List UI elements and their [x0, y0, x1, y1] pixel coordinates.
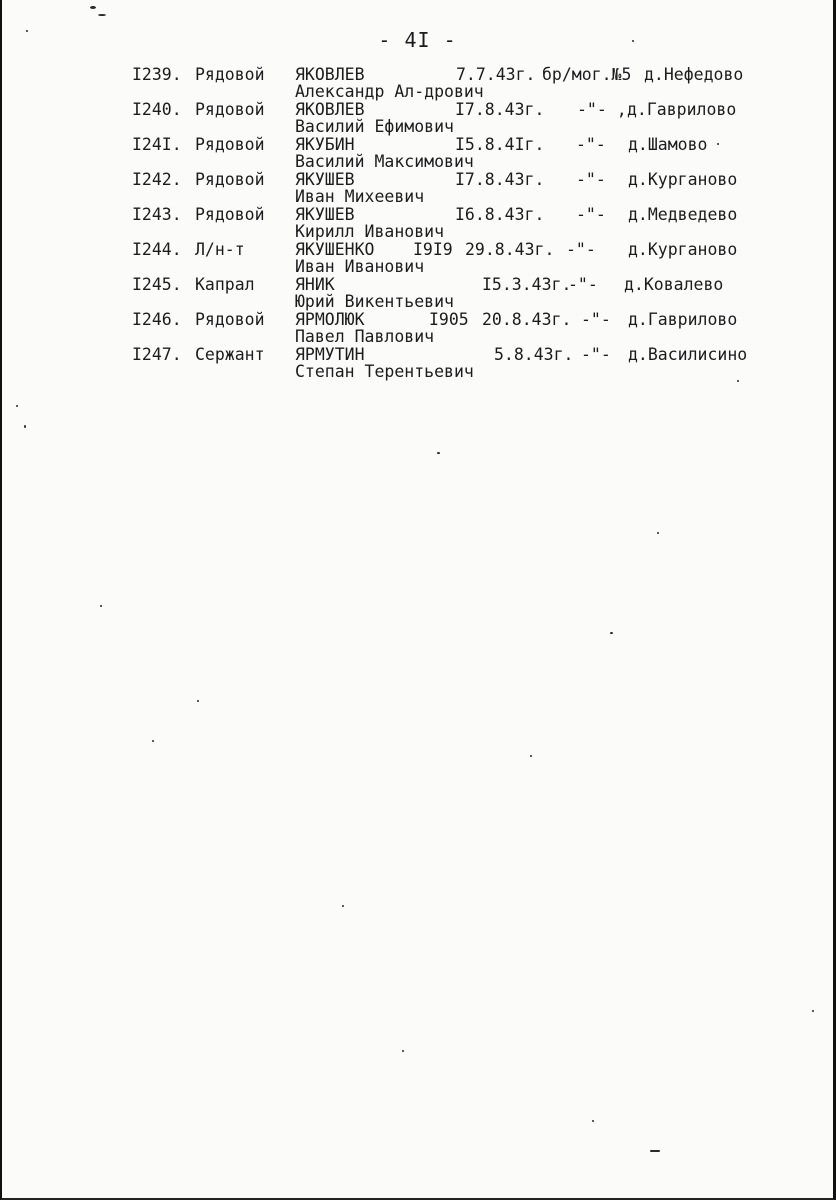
entry-village: д.Нефедово: [644, 65, 744, 84]
entry-number: I244.: [132, 240, 182, 259]
entry-surname: ЯКОВЛЕВ: [295, 100, 365, 119]
entry-surname: ЯКУШЕВ: [295, 205, 355, 224]
entry-death-date: 29.8.43г.: [465, 240, 555, 259]
entry-burial-site: -"-: [576, 135, 606, 154]
entry-death-date: I5.8.4Iг.: [455, 135, 545, 154]
entry-village: д.Гаврилово: [628, 310, 738, 329]
scan-speck: [197, 700, 199, 702]
list-item: [132, 344, 822, 379]
entry-surname: ЯКУШЕВ: [295, 170, 355, 189]
entry-rank: Рядовой: [195, 170, 265, 189]
entry-village: д.Василисино: [628, 345, 748, 364]
entry-number: I243.: [132, 205, 182, 224]
entry-surname: ЯКОВЛЕВ: [295, 65, 365, 84]
entry-village: д.Гаврилово: [627, 100, 737, 119]
scan-speck: [632, 40, 634, 42]
scan-speck: [152, 740, 154, 742]
entry-death-date: 20.8.43г.: [482, 310, 572, 329]
entry-surname: ЯРМОЛЮК: [295, 310, 365, 329]
entry-burial-site: -"-: [576, 205, 606, 224]
entry-given-name: Павел Павлович: [295, 327, 435, 346]
scan-speck: [437, 452, 440, 454]
entry-surname: ЯРМУТИН: [295, 345, 365, 364]
list-item: [132, 239, 822, 274]
entry-number: I24I.: [132, 135, 182, 154]
entry-burial-site: -"-: [581, 345, 611, 364]
scan-speck: [90, 6, 96, 9]
entry-number: I239.: [132, 65, 182, 84]
entry-surname: ЯКУБИН: [295, 135, 355, 154]
entry-number: I242.: [132, 170, 182, 189]
scan-speck: [610, 632, 613, 634]
entry-burial-site: -"-: [581, 310, 611, 329]
entry-rank: Рядовой: [195, 310, 265, 329]
scan-speck: [650, 1150, 660, 1152]
entry-burial-site: бр/мог.№5: [542, 65, 632, 84]
entry-death-date: 5.8.43г.: [494, 345, 574, 364]
entry-birth-year: I9I9: [413, 240, 453, 259]
entry-given-name: Александр Ал-дрович: [295, 82, 484, 101]
scan-speck: [98, 14, 106, 16]
list-item: [132, 99, 822, 134]
entry-death-date: 7.7.43г.: [456, 65, 536, 84]
list-item: [132, 309, 822, 344]
scan-speck: [100, 605, 102, 607]
entry-rank: Сержант: [195, 345, 265, 364]
entry-death-date: I7.8.43г.: [455, 100, 545, 119]
burial-record-list: [132, 64, 822, 379]
entry-number: I247.: [132, 345, 182, 364]
entry-rank: Рядовой: [195, 135, 265, 154]
list-item: [132, 169, 822, 204]
entry-number: I240.: [132, 100, 182, 119]
entry-surname: ЯКУШЕНКО: [295, 240, 375, 259]
entry-given-name: Василий Ефимович: [295, 117, 454, 136]
entry-number: I246.: [132, 310, 182, 329]
entry-given-name: Иван Иванович: [295, 257, 425, 276]
scan-speck: [26, 30, 28, 32]
entry-village: д.Курганово: [628, 240, 738, 259]
entry-given-name: Кирилл Иванович: [295, 222, 445, 241]
entry-surname: ЯНИК: [295, 275, 335, 294]
scan-speck: [24, 425, 26, 428]
entry-rank: Рядовой: [195, 65, 265, 84]
list-item: [132, 134, 822, 169]
entry-village: д.Шамово: [628, 135, 708, 154]
entry-burial-site: -"-: [568, 275, 598, 294]
entry-rank: Л/н-т: [195, 240, 245, 259]
entry-burial-site: -"- ,: [577, 100, 627, 119]
page-number: - 4I -: [378, 28, 457, 52]
scan-speck: [812, 1010, 814, 1012]
entry-rank: Капрал: [195, 275, 255, 294]
scan-speck: [402, 1050, 404, 1052]
entry-rank: Рядовой: [195, 100, 265, 119]
entry-burial-site: -"-: [576, 170, 606, 189]
entry-burial-site: -"-: [566, 240, 596, 259]
scan-speck: [16, 405, 18, 407]
entry-village: д.Ковалево: [624, 275, 724, 294]
entry-death-date: I6.8.43г.: [455, 205, 545, 224]
entry-given-name: Иван Михеевич: [295, 187, 425, 206]
list-item: [132, 204, 822, 239]
scan-speck: [342, 905, 344, 907]
entry-given-name: Василий Максимович: [295, 152, 474, 171]
scan-speck: [717, 143, 719, 145]
scan-speck: [657, 532, 659, 534]
list-item: [132, 64, 822, 99]
scan-speck: [530, 755, 532, 757]
entry-death-date: I7.8.43г.: [455, 170, 545, 189]
entry-number: I245.: [132, 275, 182, 294]
entry-rank: Рядовой: [195, 205, 265, 224]
entry-given-name: Степан Терентьевич: [295, 362, 474, 381]
entry-given-name: Юрий Викентьевич: [295, 292, 454, 311]
scan-speck: [737, 380, 739, 382]
entry-birth-year: I905: [429, 310, 469, 329]
entry-village: д.Курганово: [628, 170, 738, 189]
entry-death-date: I5.3.43г.: [482, 275, 572, 294]
entry-village: д.Медведево: [628, 205, 738, 224]
scan-speck: [592, 1120, 594, 1122]
list-item: [132, 274, 822, 309]
